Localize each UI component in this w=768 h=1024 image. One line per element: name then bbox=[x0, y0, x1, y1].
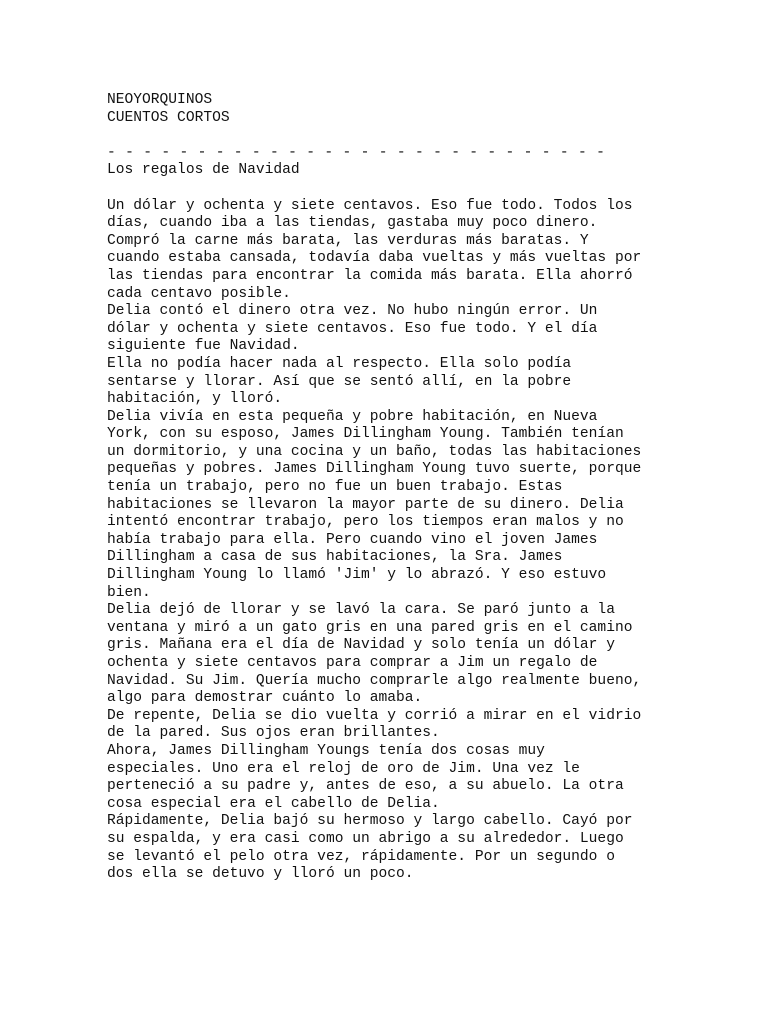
story-line: ventana y miró a un gato gris en una pared gris en el camino bbox=[107, 619, 633, 636]
story-line: gris. Mañana era el día de Navidad y solo tenía un dólar y bbox=[107, 637, 615, 654]
story-body bbox=[107, 198, 667, 884]
story-line: cosa especial era el cabello de Delia. bbox=[107, 795, 440, 812]
story-line: pequeñas y pobres. James Dillingham Young tuvo suerte, porque bbox=[107, 461, 642, 478]
story-line: se levantó el pelo otra vez, rápidamente. Por un segundo o bbox=[107, 848, 615, 865]
story-line: Ella no podía hacer nada al respecto. Ella solo podía bbox=[107, 355, 572, 372]
story-line: Navidad. Su Jim. Quería mucho comprarle algo realmente bueno, bbox=[107, 672, 642, 689]
collection-subtitle: CUENTOS CORTOS bbox=[107, 109, 230, 126]
story-line: su espalda, y era casi como un abrigo a su alrededor. Luego bbox=[107, 830, 624, 847]
story-line: cuando estaba cansada, todavía daba vueltas y más vueltas por bbox=[107, 250, 642, 267]
story-line: Rápidamente, Delia bajó su hermoso y largo cabello. Cayó por bbox=[107, 813, 633, 830]
story-line: ochenta y siete centavos para comprar a Jim un regalo de bbox=[107, 655, 598, 671]
story-line: De repente, Delia se dio vuelta y corrió a mirar en el vidrio bbox=[107, 707, 642, 724]
story-line: Delia dejó de llorar y se lavó la cara. Se paró junto a la bbox=[107, 602, 615, 619]
story-line: Delia vivía en esta pequeña y pobre habitación, en Nueva bbox=[107, 408, 598, 425]
story-line: Un dólar y ochenta y siete centavos. Eso fue todo. Todos los bbox=[107, 197, 633, 214]
story-line: cada centavo posible. bbox=[107, 285, 291, 302]
story-line: habitación, y lloró. bbox=[107, 391, 283, 408]
story-line: algo para demostrar cuánto lo amaba. bbox=[107, 690, 423, 707]
spacer bbox=[107, 127, 667, 145]
story-line: tenía un trabajo, pero no fue un buen trabajo. Estas bbox=[107, 479, 563, 496]
story-line: especiales. Uno era el reloj de oro de Jim. Una vez le bbox=[107, 760, 580, 777]
story-line: dólar y ochenta y siete centavos. Eso fue todo. Y el día bbox=[107, 320, 598, 337]
story-line: intentó encontrar trabajo, pero los tiempos eran malos y no bbox=[107, 514, 624, 531]
story-line: habitaciones se llevaron la mayor parte de su dinero. Delia bbox=[107, 496, 624, 513]
spacer bbox=[107, 180, 667, 198]
story-line: Compró la carne más barata, las verduras más baratas. Y bbox=[107, 232, 589, 249]
story-line: sentarse y llorar. Así que se sentó allí, en la pobre bbox=[107, 373, 572, 390]
story-line: bien. bbox=[107, 584, 151, 601]
story-line: perteneció a su padre y, antes de eso, a su abuelo. La otra bbox=[107, 778, 624, 795]
story-title: Los regalos de Navidad bbox=[107, 162, 300, 179]
dashed-divider: - - - - - - - - - - - - - - - - - - - - - - - - - - - - bbox=[107, 144, 606, 161]
story-line: días, cuando iba a las tiendas, gastaba muy poco dinero. bbox=[107, 215, 598, 232]
story-line: Delia contó el dinero otra vez. No hubo ningún error. Un bbox=[107, 303, 598, 320]
story-line: Dillingham a casa de sus habitaciones, la Sra. James bbox=[107, 549, 563, 566]
collection-title: NEOYORQUINOS bbox=[107, 92, 213, 108]
story-line: un dormitorio, y una cocina y un baño, todas las habitaciones bbox=[107, 443, 642, 460]
story-line: Ahora, James Dillingham Youngs tenía dos cosas muy bbox=[107, 742, 545, 759]
story-line: Dillingham Young lo llamó 'Jim' y lo abrazó. Y eso estuvo bbox=[107, 567, 607, 584]
story-line: dos ella se detuvo y lloró un poco. bbox=[107, 866, 414, 883]
story-line: de la pared. Sus ojos eran brillantes. bbox=[107, 725, 440, 742]
story-line: York, con su esposo, James Dillingham Young. También tenían bbox=[107, 426, 624, 443]
document-page bbox=[107, 92, 667, 884]
story-line: las tiendas para encontrar la comida más barata. Ella ahorró bbox=[107, 267, 633, 284]
story-line: había trabajo para ella. Pero cuando vino el joven James bbox=[107, 531, 598, 548]
story-line: siguiente fue Navidad. bbox=[107, 338, 300, 355]
